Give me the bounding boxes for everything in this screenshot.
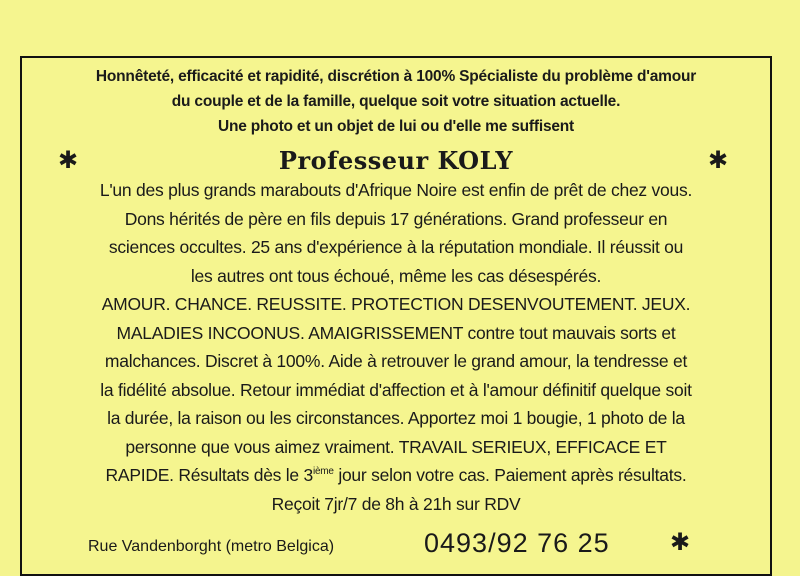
body-line: la fidélité absolue. Retour immédiat d'affection et à l'amour définitif quelque soit — [100, 379, 692, 400]
star-icon: ✱ — [58, 147, 79, 174]
body-line: L'un des plus grands marabouts d'Afrique Noire est enfin de prêt de chez vous. — [99, 180, 693, 200]
body-line: sciences occultes. 25 ans d'expérience à la réputation mondiale. Il réussit ou — [108, 237, 684, 257]
phone-number: 0493/92 76 25 — [424, 528, 610, 558]
results-text: RAPIDE. Résultats dès le 3 — [105, 465, 314, 485]
intro-line: du couple et de la famille, quelque soit votre situation actuelle. — [171, 93, 621, 110]
body-line: les autres ont tous échoué, même les cas désespérés. — [190, 265, 602, 286]
body-line: la durée, la raison ou les circonstances. Apportez moi 1 bougie, 1 photo de la — [107, 408, 685, 428]
intro-line: Une photo et un objet de lui ou d'elle me suffisent — [217, 118, 575, 135]
body-line: personne que vous aimez vraiment. TRAVAIL SERIEUX, EFFICACE ET — [125, 436, 667, 457]
footer — [22, 528, 770, 560]
body-line: MALADIES INCOONUS. AMAIGRISSEMENT contre tout mauvais sorts et — [116, 322, 676, 343]
ordinal-suffix: ième — [313, 466, 334, 477]
intro-line: Honnêteté, efficacité et rapidité, discrétion à 100% Spécialiste du problème d'amour — [95, 68, 697, 85]
intro-text — [22, 64, 770, 139]
services-line: AMOUR. CHANCE. REUSSITE. PROTECTION DESENVOUTEMENT. JEUX. — [101, 294, 691, 314]
body-line: malchances. Discret à 100%. Aide à retrouver le grand amour, la tendresse et — [104, 351, 688, 371]
results-text: jour selon votre cas. Paiement après résultats. — [333, 465, 687, 485]
advert-body — [22, 176, 770, 518]
address: Rue Vandenborght (metro Belgica) — [88, 538, 335, 555]
body-line: Dons hérités de père en fils depuis 17 générations. Grand professeur en — [124, 208, 668, 229]
star-icon: ✱ — [670, 529, 691, 556]
title-row — [22, 146, 770, 178]
opening-hours: Reçoit 7jr/7 de 8h à 21h sur RDV — [271, 493, 521, 514]
results-line — [22, 461, 770, 490]
advert-title: Professeur KOLY — [278, 146, 514, 175]
star-icon: ✱ — [708, 147, 729, 174]
